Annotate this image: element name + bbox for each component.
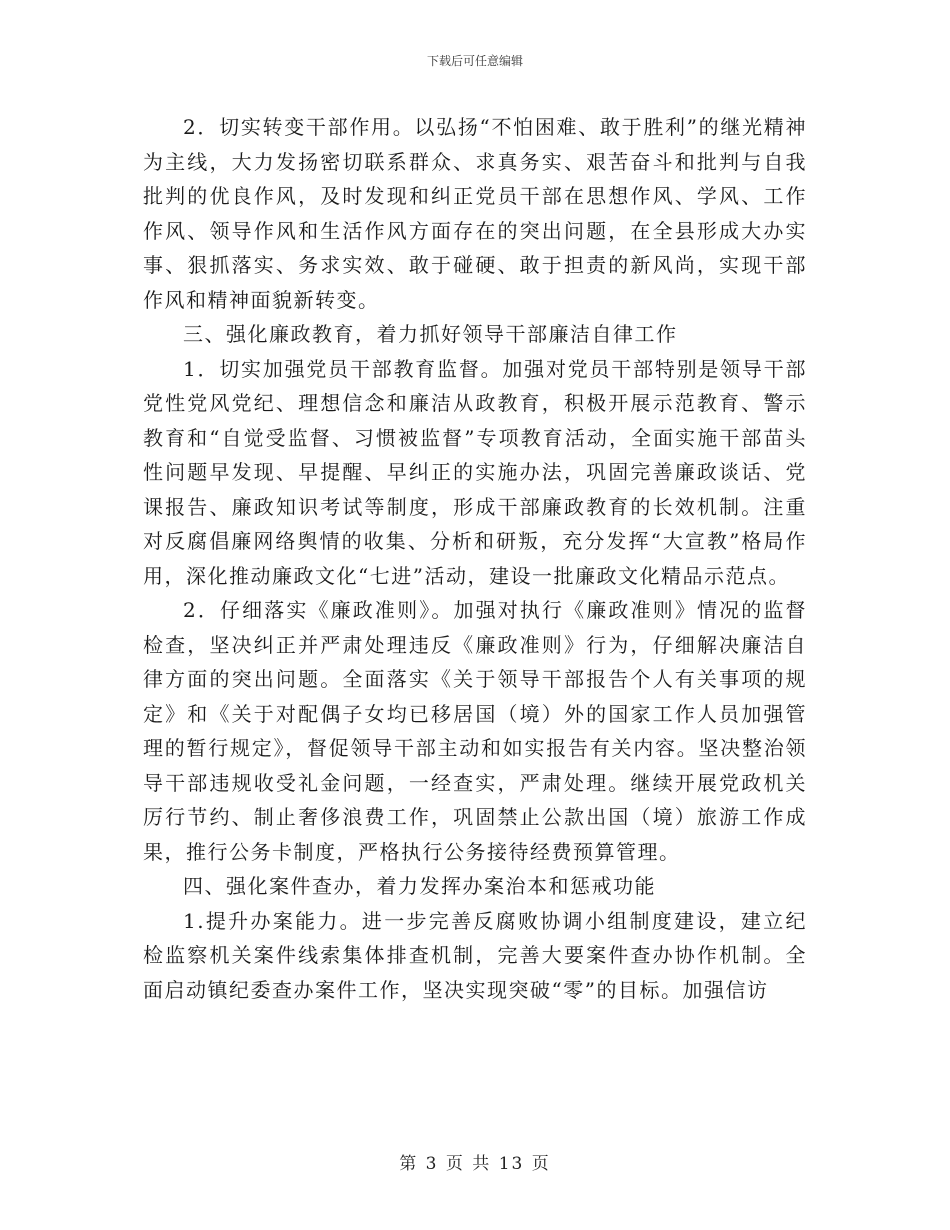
paragraph: 2．仔细落实《廉政准则》。加强对执行《廉政准则》情况的监督检查，坚决纠正并严肃处理违反《廉政准则》行为，仔细解决廉洁自律方面的突出问题。全面落实《关于领导干部报告个人有关事项的规定》和《关于对配偶子女均已移居国（境）外的国家工作人员加强管理的暂行规定》，督促领导干部主动和如实报告有关内容。坚决整治领导干部违规收受礼金问题，一经查实，严肃处理。继续开展党政机关厉行节约、制止奢侈浪费工作，巩固禁止公款出国（境）旅游工作成果，推行公务卡制度，严格执行公务接待经费预算管理。 [143, 598, 807, 864]
paragraph: 2．切实转变干部作用。以弘扬“不怕困难、敢于胜利”的继光精神为主线，大力发扬密切联系群众、求真务实、艰苦奋斗和批判与自我批判的优良作风，及时发现和纠正党员干部在思想作风、学风、工作作风、领导作风和生活作风方面存在的突出问题，在全县形成大办实事、狠抓落实、务求实效、敢于碰硬、敢于担责的新风尚，实现干部作风和精神面貌新转变。 [143, 115, 807, 312]
document-body [143, 110, 807, 1007]
paragraph: 1.提升办案能力。进一步完善反腐败协调小组制度建设，建立纪检监察机关案件线索集体排查机制，完善大要案件查办协作机制。全面启动镇纪委查办案件工作，坚决实现突破“零”的目标。加强信访 [143, 908, 807, 1002]
section-heading: 三、强化廉政教育，着力抓好领导干部廉洁自律工作 [183, 322, 678, 346]
page-header-note: 下载后可任意编辑 [426, 54, 523, 68]
page-number-footer: 第 3 页 共 13 页 [399, 1154, 551, 1174]
paragraph: 1．切实加强党员干部教育监督。加强对党员干部特别是领导干部党性党风党纪、理想信念和廉洁从政教育，积极开展示范教育、警示教育和“自觉受监督、习惯被监督”专项教育活动，全面实施干部苗头性问题早发现、早提醒、早纠正的实施办法，巩固完善廉政谈话、党课报告、廉政知识考试等制度，形成干部廉政教育的长效机制。注重对反腐倡廉网络舆情的收集、分析和研叛，充分发挥“大宣教”格局作用，深化推动廉政文化“七进”活动，建设一批廉政文化精品示范点。 [143, 356, 807, 588]
section-heading: 四、强化案件查办，着力发挥办案治本和惩戒功能 [183, 874, 656, 898]
